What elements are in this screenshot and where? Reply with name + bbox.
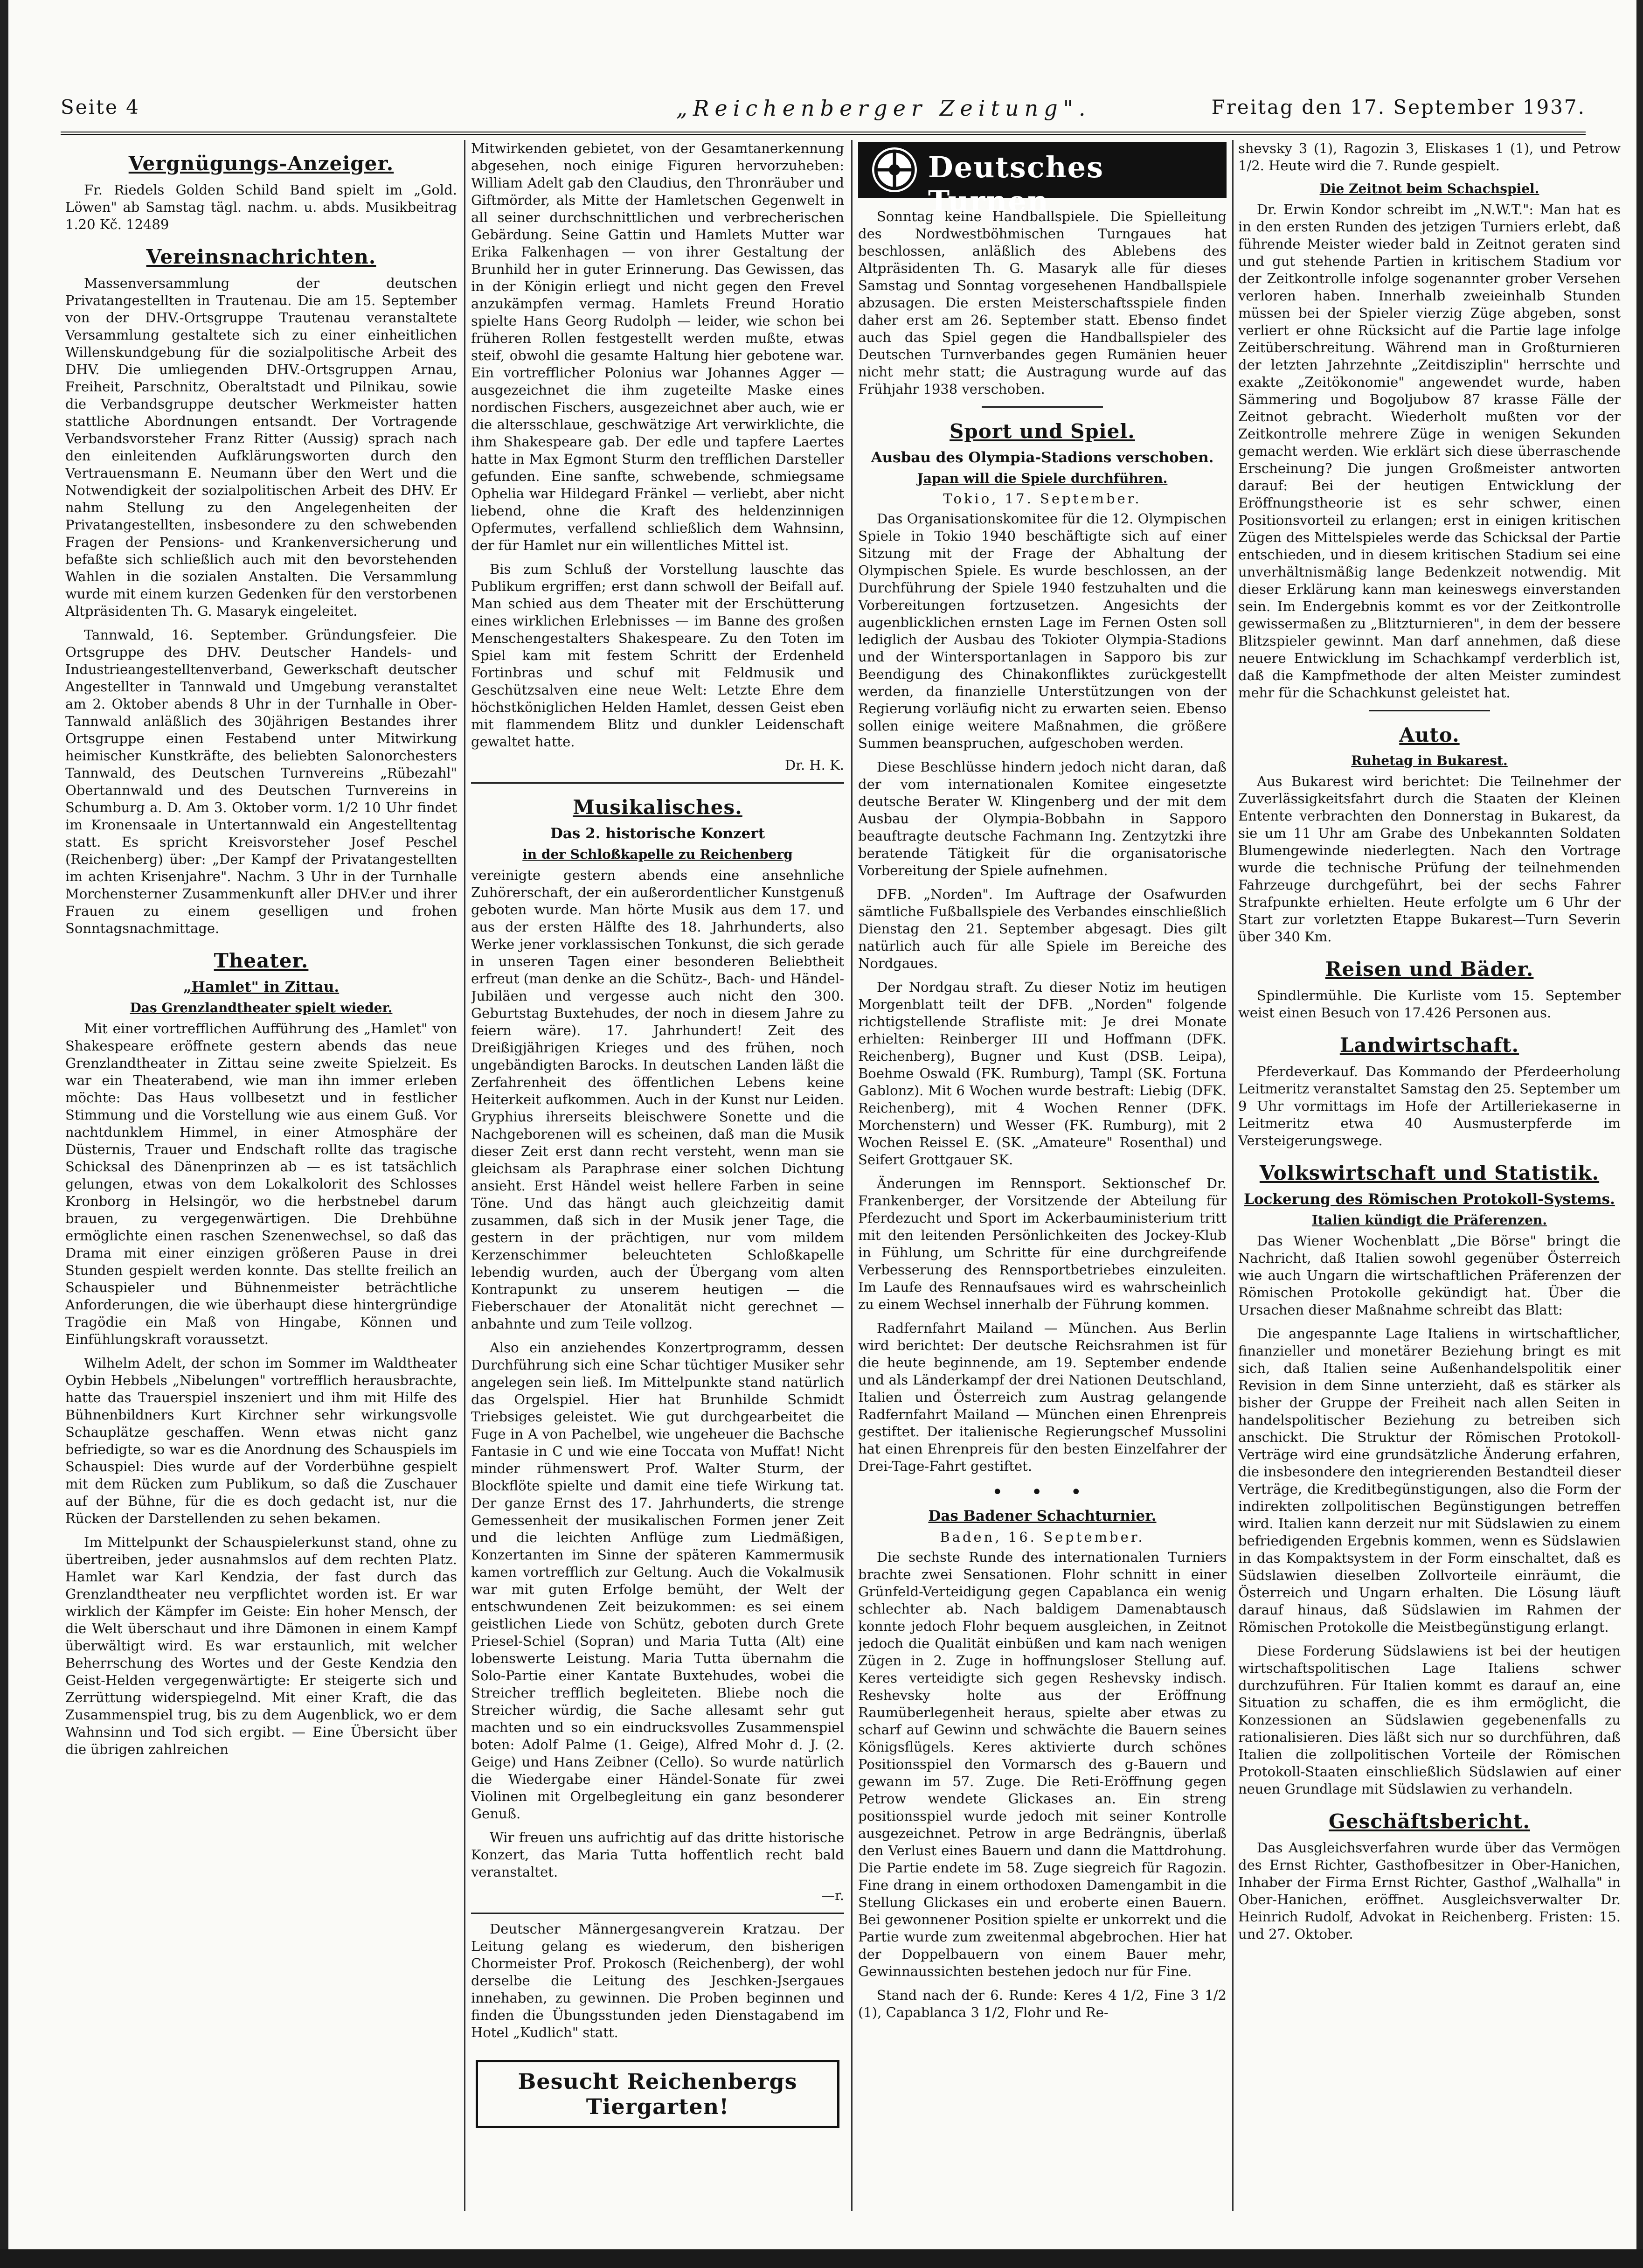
section-heading-auto: Auto. xyxy=(1399,724,1460,746)
section-heading-vergnuegungs-anzeiger: Vergnügungs-Anzeiger. xyxy=(128,152,394,175)
article-paragraph: vereinigte gestern abends eine ansehnliche Zuhörerschaft, der ein außerordentlicher Kunstgenuß geboten wurde. Man hörte Musik aus dem 17. und aus der ersten Hälfte des 18. Jahrhunderts, also Werke jener vorklassischen Tonkunst, die sich gerade in unseren Tagen einer besonderen Beliebtheit erfreut (man denke an die Schütz-, Bach- und Händel-Jubiläen und vergesse auch nicht den 300. Geburtstag Buxtehudes, der noch in diesem Jahre zu feiern wäre). 17. Jahrhundert! Zeit des Dreißigjährigen Krieges und des frühen, noch ungebändigten Barocks. In deutschen Landen läßt die Zerfahrenheit des öffentlichen Lebens keine Heiterkeit aufkommen. Auch in der Kunst nur Leiden. Gryphius ihrerseits bleischwere Sonette und die Nachgeborenen will es scheinen, daß man die Musik dieser Zeit erst dann recht versteht, wenn man sie gleichsam als Paraphrase einer solchen Dichtung ansieht. Erst Händel weist hellere Farben in seine Töne. Und das hängt auch gleichzeitig damit zusammen, daß sich in der Musik jener Tage, die gestern in der prächtigen, nur vom mildem Kerzenschimmer beleuchteten Schloßkapelle lebendig wurden, auch der Übergang vom alten Kontrapunkt zu unserem heutigen — die Fieberschauer der Atonalität nicht gerechnet — anbahnte und zum Teile vollzog. xyxy=(471,867,844,1332)
section-heading-reisen: Reisen und Bäder. xyxy=(1325,958,1534,981)
section-heading-theater: Theater. xyxy=(214,949,309,972)
article-paragraph: Tannwald, 16. September. Gründungsfeier. Die Ortsgruppe des DHV. Deutscher Handels- und Industrieangestelltenverband, Gewerkschaft deutscher Angestellter in Tannwald und Umgebung veranstaltet am 2. Oktober abends 8 Uhr in der Turnhalle in Ober-Tannwald anläßlich des 30jährigen Bestandes ihrer Ortsgruppe einen Festabend unter Mitwirkung heimischer Kunstkräfte, des beliebten Salonorchesters Tannwald, des Deutschen Turnvereins „Rübezahl" Obertannwald und des Deutschen Turnvereins in Schumburg a. D. Am 3. Oktober vorm. 1/2 10 Uhr findet im Kronensaale in Untertannwald ein Angestelltentag statt. Es spricht Kreisvorsteher Josef Peschel (Reichenberg) über: „Der Kampf der Privatangestellten im achten Krisenjahre". Nachm. 3 Uhr in der Turnhalle Morchensterner Zusammenkunft aller DHV.er und ihrer Frauen zu einem geselligen und frohen Sonntagsnachmittage. xyxy=(65,627,457,936)
article-paragraph: Diese Beschlüsse hindern jedoch nicht daran, daß der vom internationalen Komitee eingesetzte deutsche Berater W. Klingenberg und der mit dem Ausbau der Olympia-Bobbahn in Sapporo beauftragte deutsche Fachmann Ing. Zentzytzki ihre beratende Tätigkeit für die organisatorische Vorbereitung der Spiele aufnehmen. xyxy=(858,759,1227,878)
article-subheadline: Japan will die Spiele durchführen. xyxy=(917,471,1168,486)
section-heading-musikalisches: Musikalisches. xyxy=(573,796,742,819)
header-rule xyxy=(61,132,1586,135)
section-heading-vereinsnachrichten: Vereinsnachrichten. xyxy=(146,245,376,268)
newspaper-title: „Reichenberger Zeitung". xyxy=(676,96,1091,121)
advertisement-tiergarten: Besucht Reichenbergs Tiergarten! xyxy=(476,2060,839,2128)
dateline: Baden, 16. September. xyxy=(940,1529,1145,1545)
article-paragraph: Bis zum Schluß der Vorstellung lauschte das Publikum ergriffen; erst dann schwoll der Beifall auf. Man schied aus dem Theater mit der Erschütterung eines wirklichen Erlebnisses — im Banne des großen Menschengestalters Shakespeare. Zu den Toten im Spiel kam mit festem Schritt der Erdenheld Fortinbras und schuf mit Feldmusik und Geschützsalven eine neue Welt: Letzte Ehre dem höchstköniglichen Helden Hamlet, dessen Geist eben mit flammendem Blitz und dunkler Leidenschaft gewaltet hatte. xyxy=(471,561,844,750)
article-paragraph: DFB. „Norden". Im Auftrage der Osafwurden sämtliche Fußballspiele des Verbandes einschließlich Dienstag den 21. September abgesagt. Dies gilt natürlich auch für alle Spiele im Bereiche des Nordgaues. xyxy=(858,886,1227,971)
article-subheadline: Italien kündigt die Präferenzen. xyxy=(1311,1212,1547,1228)
page-header xyxy=(61,96,1586,133)
dateline: Tokio, 17. September. xyxy=(943,491,1142,507)
article-paragraph: Das Ausgleichsverfahren wurde über das Vermögen des Ernst Richter, Gasthofbesitzer in Ober-Hanichen, Inhaber der Firma Ernst Richter, Gasthof „Walhalla" in Ober-Hanichen, eröffnet. Ausgleichsverwalter Dr. Heinrich Rudolf, Advokat in Reichenberg. Fristen: 15. und 27. Oktober. xyxy=(1238,1840,1621,1942)
article-paragraph: Die angespannte Lage Italiens in wirtschaftlicher, finanzieller und monetärer Beziehung bringt es mit sich, daß Italien seine Außenhandelspolitik einer Revision in dem Sinne unterzieht, daß es stärker als bisher der Gruppe der Freiheit nach allen Seiten in handelspolitischer Beziehung zu betreiben sich anschickt. Die Struktur der Römischen Protokoll-Verträge wird eine grundsätzliche Änderung erfahren, die insbesondere den integrierenden Bestandteil dieser Verträge, die Kreditbegünstigungen, also die Form der indirekten zollpolitischen Begünstigungen betreffen wird. Italien kann derzeit nur mit Südslawien zu einem befriedigenden Ergebnis kommen, wenn es Südslawien in das Kompaktsystem in der Form einschaltet, daß es Südslawien dieselben Zollvorteile einräumt, die Österreich und Ungarn erhalten. Die Lösung läuft darauf hinaus, daß Südslawien im Rahmen der Römischen Protokolle die Meistbegünstigung erlangt. xyxy=(1238,1326,1621,1635)
article-subheadline: Die Zeitnot beim Schachspiel. xyxy=(1319,181,1539,196)
article-headline-konzert: Das 2. historische Konzert xyxy=(550,825,765,842)
article-paragraph: Deutscher Männergesangverein Kratzau. Der Leitung gelang es wiederum, den bisherigen Chormeister Prof. Prokosch (Reichenberg), der wohl derselbe die Leitung des Jeschken-Jsergaues innehaben, zu gewinnen. Die Proben beginnen und finden die Übungsstunden jeden Dienstagabend im Hotel „Kudlich" statt. xyxy=(471,1921,844,2040)
section-heading-landwirtschaft: Landwirtschaft. xyxy=(1339,1034,1519,1057)
article-subheadline: in der Schloßkapelle zu Reichenberg xyxy=(522,847,793,862)
article-paragraph: Also ein anziehendes Konzertprogramm, dessen Durchführung sich eine Schar tüchtiger Musiker sehr angelegen sein ließ. Im Mittelpunkte stand natürlich das Orgelspiel. Hier hat Brunhilde Schmidt Triebsiges geleistet. Wie gut durchgearbeitet die Fuge in A von Pachelbel, wie ungeheuer die Bachsche Fantasie in C und wie eine Toccata von Muffat! Nicht minder rühmenswert Prof. Walter Sturm, der Blockflöte spielte und damit eine tiefe Wirkung tat. Der ganze Ernst des 17. Jahrhunderts, die strenge Gemessenheit der musikalischen Formen jener Zeit und die leichten Anflüge zum Liedmäßigen, Konzertanten im Sinne der späteren Kammermusik kamen vortrefflich zur Geltung. Auch die Vokalmusik war mit guten Erfolge bemüht, der Welt der entschwundenen Zeit beizukommen: es sei einem geistlichen Liede von Schütz, geboten durch Grete Priesel-Schiel (Sopran) und Maria Tutta (Alt) eine lobenswerte Leistung. Maria Tutta übernahm die Solo-Partie einer Kantate Buxtehudes, wobei die Streicher trefflich begleiteten. Bliebe noch die Streicher würdig, die Sache allesamt sehr gut machten und so ein eindrucksvolles Zusammenspiel boten: Adolf Palme (1. Geige), Alfred Mohr d. J. (2. Geige) und Hans Zeibner (Cello). So wurde natürlich die Wiedergabe einer Händel-Sonate für zwei Violinen mit Orgelbegleitung ein ganz besonderer Genuß. xyxy=(471,1340,844,1822)
article-paragraph: Änderungen im Rennsport. Sektionschef Dr. Frankenberger, der Vorsitzende der Abteilung für Pferdezucht und Sport im Ackerbauministerium tritt mit den leitenden Persönlichkeiten des Jockey-Klub in Fühlung, um Schritte für eine durchgreifende Verbesserung des Rennsportbetriebes einzuleiten. Im Laufe des Rennaufsaues wird es wahrscheinlich zu einem Wechsel innerhalb der Führung kommen. xyxy=(858,1176,1227,1312)
article-subheadline: Ruhetag in Bukarest. xyxy=(1351,753,1508,768)
article-paragraph: Stand nach der 6. Runde: Keres 4 1/2, Fine 3 1/2 (1), Capablanca 3 1/2, Flohr und Re- xyxy=(858,1987,1227,2020)
column-divider xyxy=(851,140,853,2211)
section-separator-dots: • • • xyxy=(991,1482,1093,1503)
article-paragraph: Sonntag keine Handballspiele. Die Spielleitung des Nordwestböhmischen Turngaues hat beschlossen, anläßlich des Ablebens des Altpräsidenten Th. G. Masaryk alle für dieses Samstag und Sonntag vorgesehenen Handballspiele abzusagen. Die ersten Meisterschaftsspiele finden daher erst am 26. September statt. Ebenso findet auch das Spiel gegen die Handballspieler des Deutschen Turnverbandes gegen Rumänien heuer nicht mehr statt; die Austragung wurde auf das Frühjahr 1938 verschoben. xyxy=(858,209,1227,397)
column-2 xyxy=(471,140,844,2211)
scan-edge-right xyxy=(1636,0,1643,2268)
section-banner-turnen xyxy=(858,142,1227,218)
section-heading-geschaeftsbericht: Geschäftsbericht. xyxy=(1329,1810,1530,1833)
column-4 xyxy=(1238,140,1621,2211)
issue-date: Freitag den 17. September 1937. xyxy=(1211,96,1586,118)
page-number: Seite 4 xyxy=(61,96,140,118)
article-subheadline: Das Grenzlandtheater spielt wieder. xyxy=(130,1000,393,1016)
column-1 xyxy=(65,140,457,2211)
article-paragraph: Diese Forderung Südslawiens ist bei der heutigen wirtschaftspolitischen Lage Italiens schwer durchzuführen. Für Italien kommt es darauf an, eine Situation zu schaffen, die es ihm ermöglicht, die Konzessionen an Südslawien gegebenenfalls zu rationalisieren. Dies läßt sich nur so durchführen, daß Italien die zollpolitischen Vorteile der Römischen Protokoll-Staaten einschließlich Südslawien auf einer neuen Grundlage mit Südslawien zu verhandeln. xyxy=(1238,1643,1621,1797)
article-paragraph: shevsky 3 (1), Ragozin 3, Eliskases 1 (1), und Petrow 1/2. Heute wird die 7. Runde gespielt. xyxy=(1238,140,1621,174)
section-divider xyxy=(471,1913,844,1914)
turner-cross-icon xyxy=(872,147,917,192)
article-paragraph: Im Mittelpunkt der Schauspielerkunst stand, ohne zu übertreiben, jeder ausnahmslos auf dem rechten Platz. Hamlet war Karl Kendzia, der fast durch das Grenzlandtheater neu verpflichtet worden ist. Er war wirklich der Kämpfer im Geiste: Ein hoher Mensch, der die Welt überschaut und ihre Dämonen in einem Kampf überwältigt wird. Es war erstaunlich, mit welcher Beherrschung des Wortes und der Geste Kendzia den Geist-Helden vergegenwärtigte: Er steigerte sich und Zerrüttung widerspiegelnd. Mit einer Kraft, die das Zusammenspiel trug, bis zu dem Augenblick, wo er dem Wahnsinn und Tod sich ergibt. — Eine Übersicht über die übrigen zahlreichen xyxy=(65,1534,457,1757)
section-heading-volkswirtschaft: Volkswirtschaft und Statistik. xyxy=(1259,1162,1600,1184)
scan-edge-left xyxy=(0,0,8,2268)
column-divider xyxy=(464,140,465,2211)
article-paragraph: Wir freuen uns aufrichtig auf das dritte historische Konzert, das Maria Tutta hoffentlich recht bald veranstaltet. xyxy=(471,1830,844,1880)
article-paragraph: Wilhelm Adelt, der schon im Sommer im Waldtheater Oybin Hebbels „Nibelungen" vortrefflich herausbrachte, hatte das Trauerspiel inszeniert und ihm mit Hilfe des Bühnenbildners Kurt Kirchner sehr wirkungsvolle Schauplätze geschaffen. Wenn etwas nicht ganz befriedigte, so war es die Anordnung des Schauspiels im Schauspiel: Dies wurde auf der Vorderbühne gespielt mit dem Rücken zum Publikum, so daß die Zuschauer auf der Bühne, für die es doch gedacht ist, nur die Rücken der Darstellenden zu sehen bekamen. xyxy=(65,1355,457,1526)
author-signature: Dr. H. K. xyxy=(785,757,844,773)
article-paragraph: Mitwirkenden gebietet, von der Gesamtanerkennung abgesehen, noch einige Figuren hervorzuheben: William Adelt gab den Claudius, den Thronräuber und Giftmörder, als Mitte der Hamletschen Gegenwelt in all seiner durchschnittlichen und verbrecherischen Gebärdung. Seine Gattin und Hamlets Mutter war Erika Falkenhagen — von ihrer Gestaltung der Brunhild her in guter Erinnerung. Das Gewissen, das in der Königin erliegt und nicht gegen den Frevel anzukämpfen vermag. Hamlets Freund Horatio spielte Hans Georg Rudolph — leider, wie schon bei früheren Rollen festgestellt werden mußte, etwas steif, obwohl die gesamte Haltung hier gebotene war. Ein vortrefflicher Polonius war Johannes Agger — ausgezeichnet die ihm zugeteilte Maske eines nordischen Fischers, ausgezeichnet aber auch, wie er die altersschlaue, geschwätzige Art verwirklichte, die ihm Shakespeare gab. Der edle und tapfere Laertes hatte in Max Egmont Sturm den trefflichen Darsteller gefunden. Eine sanfte, schwebende, schmiegsame Ophelia war Hildegard Fränkel — verliebt, aber nicht liebend, ohne die Kraft des heldenzinnigen Opfermutes, verfallend schließlich dem Wahnsinn, der für Hamlet nur ein willentliches Mittel ist. xyxy=(471,140,844,553)
article-paragraph: Massenversammlung der deutschen Privatangestellten in Trautenau. Die am 15. September von der DHV.-Ortsgruppe Trautenau veranstaltete Versammlung gestaltete sich zu einer einheitlichen Willenskundgebung für die sozialpolitische Arbeit des DHV. Die umliegenden DHV.-Ortsgruppen Arnau, Freiheit, Parschnitz, Oberaltstadt und Pilnikau, sowie die Verbandsgruppe deutscher Werkmeister hatten stattliche Abordnungen entsandt. Der Vortragende Verbandsvorsteher Franz Ritter (Aussig) sprach nach den einleitenden Aufklärungsworten durch den Vertrauensmann E. Neumann über den Wert und die Notwendigkeit der sozialpolitischen Arbeit des DHV. Er nahm Stellung zu den Angelegenheiten der Privatangestellten, insbesondere zu den schwebenden Fragen der Pensions- und Krankenversicherung und befaßte sich schließlich auch mit den bevorstehenden Wahlen in die sozialen Anstalten. Die Versammlung wurde mit einem kurzen Gedenken für den verstorbenen Altpräsidenten Th. G. Masaryk eingeleitet. xyxy=(65,275,457,619)
article-paragraph: Das Wiener Wochenblatt „Die Börse" bringt die Nachricht, daß Italien sowohl gegenüber Österreich wie auch Ungarn die wirtschaftlichen Präferenzen der Römischen Protokolle gekündigt hat. Über die Ursachen dieser Maßnahme schreibt das Blatt: xyxy=(1238,1233,1621,1318)
article-paragraph: Dr. Erwin Kondor schreibt im „N.W.T.": Man hat es in den ersten Runden des jetzigen Turniers erlebt, daß führende Meister wieder bald in Zeitnot geraten sind und gut stehende Partien in kritischem Stadium vor der Zeitkontrolle infolge sogenannter grober Versehen verloren haben. Innerhalb zweieinhalb Stunden müssen bei der Spieler vierzig Züge abgeben, sonst verliert er ohne Rücksicht auf die Partie lage infolge Zeitüberschreitung. Während man in Großturnieren der letzten Jahrzehnte „Zeitdisziplin" herrschte und exakte „Zeitökonomie" angewendet wurde, haben Sämmering und Bogoljubow 87 krasse Fälle der Zeitnot gebracht. Wiederholt mußten vor der Zeitkontrolle mehrere Züge in wenigen Sekunden gemacht werden. Wie erklärt sich diese überraschende Erscheinung? Die jungen Großmeister antworten darauf: Bei der heutigen Entwicklung der Eröffnungstheorie ist es sehr schwer, einen Positionsvorteil zu erlangen; erst in einigen kritischen Zügen des Mittelspieles werde das Schicksal der Partie entschieden, und in diesem kritischen Stadium sei eine unverhältnismäßig lange Bedenkzeit notwendig. Mit dieser Erklärung kann man keineswegs einverstanden sein. Im Endergebnis kommt es vor der Zeitkontrolle gewissermaßen zu „Blitzturnieren", in dem der bessere Blitzspieler gewinnt. Man darf annehmen, daß diese neuere Entwicklung im Schachkampf verderblich ist, daß die Kampfmethode der alten Meister zumindest mehr für die Schachkunst geleistet hat. xyxy=(1238,202,1621,701)
article-paragraph: Pferdeverkauf. Das Kommando der Pferdeerholung Leitmeritz veranstaltet Samstag den 25. September um 9 Uhr vormittags im Hofe der Artilleriekaserne in Leitmeritz etwa 40 Ausmusterpferde im Versteigerungswege. xyxy=(1238,1064,1621,1148)
article-headline-protokoll: Lockerung des Römischen Protokoll-Systems. xyxy=(1244,1191,1615,1208)
article-headline-olympia: Ausbau des Olympia-Stadions verschoben. xyxy=(871,449,1214,466)
article-paragraph: Fr. Riedels Golden Schild Band spielt im „Gold. Löwen" ab Samstag tägl. nachm. u. abds. Musikbeitrag 1.20 Kč. 12489 xyxy=(65,182,457,232)
article-headline-schach: Das Badener Schachturnier. xyxy=(928,1508,1157,1524)
article-paragraph: Die sechste Runde des internationalen Turniers brachte zwei Sensationen. Flohr schnitt in einer Grünfeld-Verteidigung gegen Capablanca ein wenig schlechter ab. Nach baldigem Damenabtausch konnte jedoch Flohr bequem ausgleichen, in Zeitnot jedoch die Qualität einbüßen und kam nach wenigen Zügen in 2. Zuge in hoffnungsloser Stellung auf. Keres verteidigte sich gegen Reshevsky indisch. Reshevsky holte aus der Eröffnung Raumüberlegenheit heraus, spielte aber etwas zu scharf auf Gewinn und schwächte die Bauern seines Königsflügels. Keres aktivierte durch schönes Positionsspiel den Vormarsch des g-Bauern und gewann im 57. Zuge. Die Reti-Eröffnung gegen Petrow wendete Glickases an. Ein streng positionsspiel wurde jedoch mit seiner Kontrolle ausgezeichnet. Petrow in arge Bedrängnis, überlaß den Verlust eines Bauern und dann die Mattdrohung. Die Partie endete im 58. Zuge siegreich für Ragozin. Fine drang in einem orthodoxen Damengambit in die Stellung Glickases ein und eroberte einen Bauern. Bei gewonnener Position spielte er unkorrekt und die Partie wurde zum zweitenmal abgebrochen. Hier hat der Doppelbauern von einem Bauer mehr, Gewinnaussichten bestehen jedoch nur für Fine. xyxy=(858,1549,1227,1979)
section-divider xyxy=(1369,710,1490,711)
column-divider xyxy=(1232,140,1234,2211)
article-paragraph: Radfernfahrt Mailand — München. Aus Berlin wird berichtet: Der deutsche Reichsrahmen ist für die heute beginnende, am 19. September endende und als Länderkampf der drei Nationen Deutschland, Italien und Österreich zum Austrag gelangende Radfernfahrt Mailand — München einen Ehrenpreis gestiftet. Der italienische Regierungschef Mussolini hat einen Ehrenpreis für den besten Einzelfahrer der Drei-Tage-Fahrt gestiftet. xyxy=(858,1320,1227,1474)
banner-title: Deutsches Turnen xyxy=(928,150,1104,218)
author-signature: —r. xyxy=(821,1887,844,1903)
column-3 xyxy=(858,140,1227,2211)
article-paragraph: Der Nordgau straft. Zu dieser Notiz im heutigen Morgenblatt teilt der DFB. „Norden" folgende richtigstellende Strafliste mit: Je drei Monate erhielten: Reinberger III und Hoffmann (DFK. Reichenberg), Bugner und Kust (DSB. Leipa), Boehme Oswald (FK. Rumburg), Tampl (SK. Fortuna Gablonz). Mit 6 Wochen wurde bestraft: Liebig (DFK. Reichenberg), mit 4 Wochen Renner (DFK. Morchenstern) und Wesser (FK. Rumburg), mit 2 Wochen Reissel E. (SK. „Amateure" Rosenthal) und Seifert Grottgauer SK. xyxy=(858,979,1227,1168)
section-divider xyxy=(471,782,844,784)
article-paragraph: Spindlermühle. Die Kurliste vom 15. September weist einen Besuch von 17.426 Personen aus. xyxy=(1238,988,1621,1021)
article-paragraph: Aus Bukarest wird berichtet: Die Teilnehmer der Zuverlässigkeitsfahrt durch die Staaten der Kleinen Entente verbrachten den Donnerstag in Bukarest, da sie um 11 Uhr am Grabe des Unbekannten Soldaten Blumengewinde niederlegten. Nach den Vortrage wurde die technische Prüfung der teilnehmenden Fahrzeuge durchgeführt, bei der sechs Fahrer Strafpunkte erhielten. Heute erfolgte um 6 Uhr der Start zur vorletzten Etappe Bukarest—Turn Severin über 340 Km. xyxy=(1238,773,1621,945)
article-paragraph: Mit einer vortrefflichen Aufführung des „Hamlet" von Shakespeare eröffnete gestern abends das neue Grenzlandtheater in Zittau seine zweite Spielzeit. Es war ein Theaterabend, wie man ihn immer erleben möchte: Das Haus vollbesetzt und in festlicher Stimmung und die Vorstellung wie aus einem Guß. Vor nachtdunklem Himmel, in einer Atmosphäre der Düsternis, Trauer und Endschaft rollte das tragische Schicksal des Dänenprinzen ab — es ist tatsächlich gelungen, etwas von dem Lokalkolorit des Schlosses Kronborg in Helsingör, wo die herbstnebel darum brauen, zu vergegenwärtigen. Die Drehbühne ermöglichte einen raschen Szenenwechsel, so daß das Drama mit einer einzigen größeren Pause in drei Stunden gespielt werden konnte. Das stellte freilich an Schauspieler und Bühnenmeister beträchtliche Anforderungen, die wie überhaupt diese hintergründige Tragödie ein Maß von Hingabe, Können und Einfühlungskraft voraussetzt. xyxy=(65,1021,457,1347)
scan-edge-bottom xyxy=(0,2249,1643,2268)
section-heading-sport: Sport und Spiel. xyxy=(950,420,1135,443)
section-divider xyxy=(982,406,1103,408)
article-headline-hamlet: „Hamlet" in Zittau. xyxy=(183,979,340,995)
article-paragraph: Das Organisationskomitee für die 12. Olympischen Spiele in Tokio 1940 beschäftigte sich auf einer Sitzung mit der Frage der Abhaltung der Olympischen Spiele. Es wurde beschlossen, an der Durchführung der Spiele 1940 festzuhalten und die Vorbereitungen fortzusetzen. Angesichts der augenblicklichen ernsten Lage im Fernen Osten soll lediglich der Ausbau des Tokioter Olympia-Stadions und der Wintersportanlagen in Sapporo bis zur Beendigung des Chinakonfliktes zurückgestellt werden, da finanzielle Unterstützungen von der Regierung vorläufig nicht zu erwarten seien. Ebenso sollen einige weitere Maßnahmen, die größere Summen beanspruchen, aufgeschoben werden. xyxy=(858,511,1227,751)
